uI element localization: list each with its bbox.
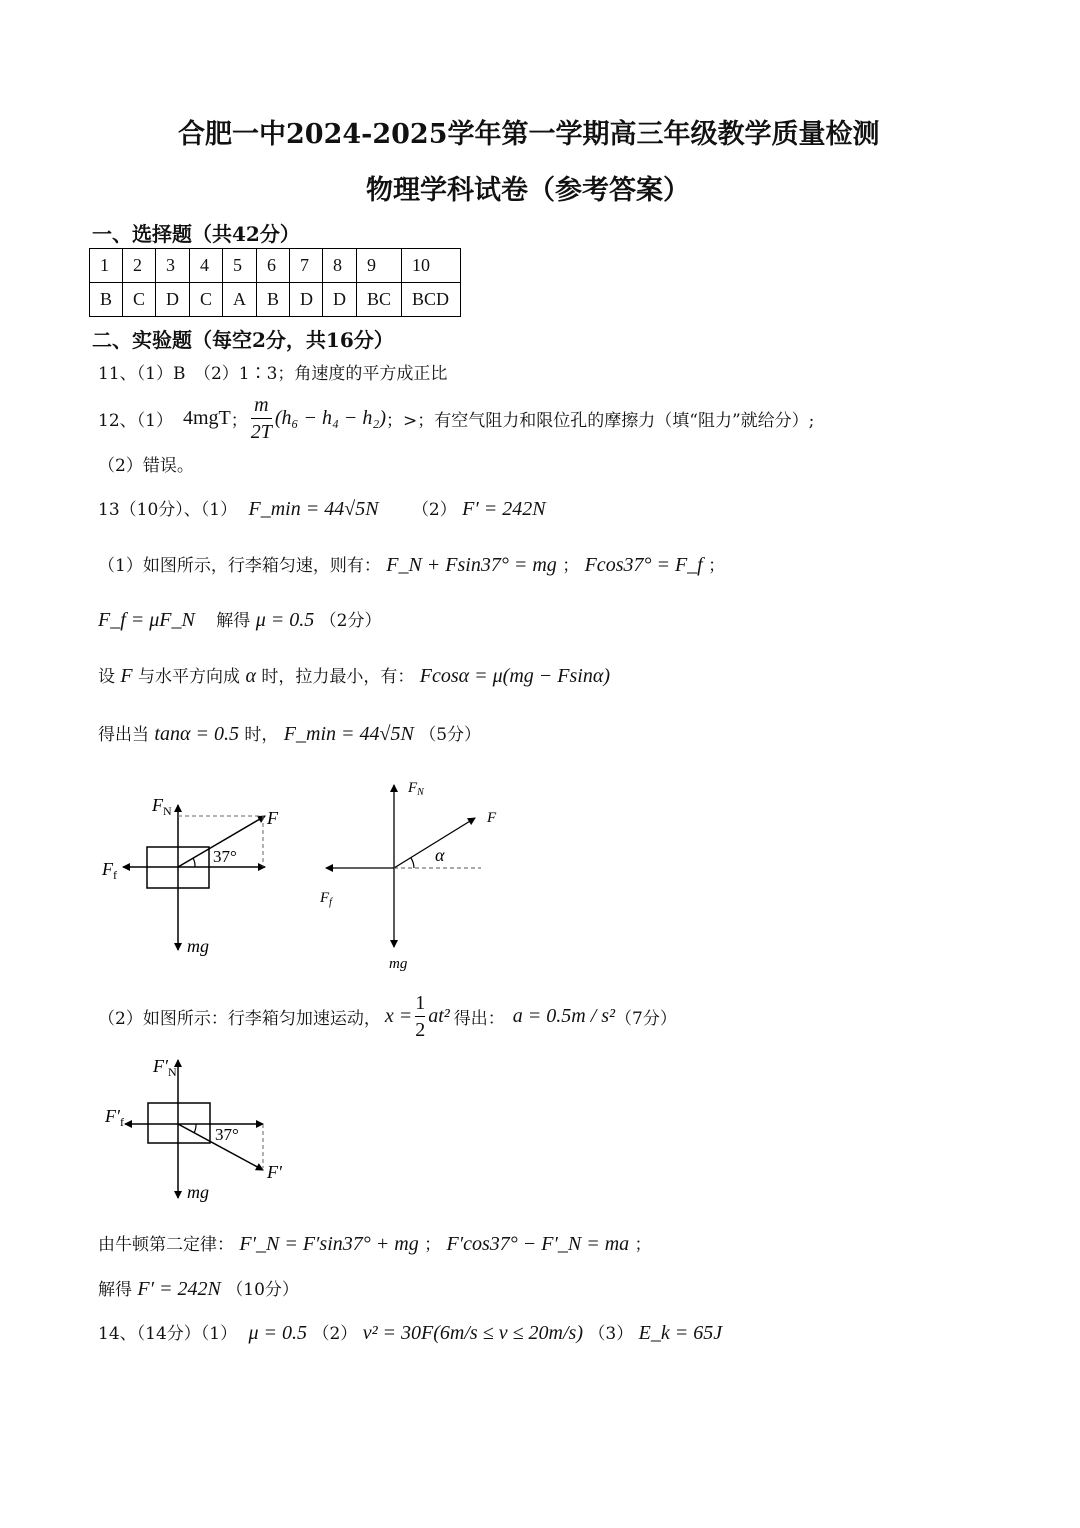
force-diagram-3: [95, 1052, 305, 1212]
q12-answer: [98, 393, 814, 443]
table-cell: BCD: [402, 283, 461, 317]
table-cell: D: [323, 283, 357, 317]
q13-step3-F: F: [120, 665, 133, 687]
label-angle: 37°: [213, 847, 237, 866]
q12-prefix: 12、（1）: [98, 410, 173, 431]
label-f: F: [267, 808, 278, 828]
angle-arc: [194, 1124, 196, 1133]
q12-semicolon: ；: [230, 410, 248, 431]
table-cell: B: [257, 283, 290, 317]
q13-step3-alpha: α: [245, 665, 256, 687]
table-cell: 6: [257, 249, 290, 283]
table-cell: 1: [90, 249, 123, 283]
q13-step3-prefix: 设: [98, 667, 115, 687]
q13-part2-at2: at²: [428, 1004, 450, 1027]
q14-answer2: v² = 30F(6m/s ≤ v ≤ 20m/s): [362, 1322, 583, 1344]
label-mg: mg: [389, 956, 408, 972]
q13-step1-sep: ；: [562, 556, 580, 576]
q13-part2-fraction: [415, 990, 425, 1043]
q13-final: [98, 1275, 299, 1301]
q13-step4-result: F_min = 44√5N: [283, 723, 414, 745]
q12-rest: ；>；有空气阻力和限位孔的摩擦力（填“阻力”就给分）;: [386, 410, 815, 431]
table-cell: BC: [357, 283, 402, 317]
q13-newton-eq1: F′_N = F′sin37° + mg: [239, 1233, 419, 1255]
angle-arc: [193, 858, 195, 867]
q12-fraction: [251, 392, 272, 445]
q13-step1-end: ；: [708, 556, 726, 576]
table-cell: D: [156, 283, 190, 317]
q13-step4-score: （5分）: [419, 725, 482, 745]
q13-step1-text: （1）如图所示，行李箱匀速，则有：: [98, 556, 381, 576]
label-fn: $F'_N$: [153, 1056, 177, 1079]
q14-label2: （2）: [312, 1324, 358, 1344]
q13-step1-eq1: F_N + Fsin37° = mg: [386, 554, 557, 576]
table-cell: 9: [357, 249, 402, 283]
label-f: F: [487, 810, 497, 826]
q12-part2: （2）错误。: [98, 456, 194, 476]
section2-heading: 二、实验题（每空2分，共16分）: [92, 328, 394, 352]
q13-part2-a: a = 0.5m / s²: [512, 1004, 616, 1027]
table-cell: C: [123, 283, 156, 317]
q13-step1: [98, 551, 725, 577]
q11-answer: 11、（1）B （2）1∶3；角速度的平方成正比: [98, 364, 448, 384]
table-cell: 10: [402, 249, 461, 283]
q13-step2-score: （2分）: [319, 611, 382, 631]
answer-table-number-row: [90, 249, 461, 283]
table-cell: 4: [190, 249, 223, 283]
q13-label: 13（10分）、（1）: [98, 500, 238, 520]
q13-newton: [98, 1230, 652, 1256]
q13-answer2: F′ = 242N: [462, 498, 546, 520]
q14-answer: [98, 1319, 722, 1345]
section1-heading: 一、选择题（共42分）: [92, 222, 300, 246]
q13-step2: [98, 606, 381, 632]
q13-step2-eq: F_f = μF_N: [98, 609, 195, 631]
label-fn: $F_N$: [152, 795, 172, 818]
force-diagram-1: [95, 780, 295, 960]
label-ff: $F_f$: [102, 859, 117, 882]
table-cell: 3: [156, 249, 190, 283]
q13-step2-text: 解得: [216, 611, 251, 631]
table-cell: 7: [290, 249, 323, 283]
page-subtitle: 物理学科试卷（参考答案）: [366, 175, 690, 206]
label-ff: $F_f$: [320, 890, 332, 908]
q13-final-score: （10分）: [226, 1280, 299, 1300]
label-fn: $F_N$: [408, 780, 424, 798]
q13-step3-mid: 与水平方向成: [138, 667, 241, 687]
q13-step1-eq2: Fcos37° = F_f: [584, 554, 703, 576]
q13-step4-text: 得出当: [98, 725, 149, 745]
q13-newton-text: 由牛顿第二定律：: [98, 1235, 234, 1255]
answer-table-answer-row: [90, 283, 461, 317]
label-angle: α: [435, 845, 445, 865]
table-cell: 5: [223, 249, 257, 283]
table-cell: C: [190, 283, 223, 317]
label-ff: $F'_f$: [105, 1106, 124, 1129]
table-cell: 8: [323, 249, 357, 283]
table-cell: 2: [123, 249, 156, 283]
q13-part2-fraction-num: 1: [415, 990, 425, 1017]
q13-answer1: F_min = 44√5N: [248, 498, 379, 520]
q13-step4: [98, 720, 481, 746]
q13-newton-end: ；: [634, 1235, 652, 1255]
q13-step4-text2: 时，: [244, 725, 279, 745]
table-cell: A: [223, 283, 257, 317]
q13-final-text: 解得: [98, 1280, 132, 1300]
q13-part2-score: （7分）: [615, 1008, 677, 1029]
table-cell: B: [90, 283, 123, 317]
q13-newton-eq2: F′cos37° − F′_N = ma: [446, 1233, 630, 1255]
q13-newton-sep: ；: [424, 1235, 442, 1255]
q13-step2-result: μ = 0.5: [255, 609, 315, 631]
page-title: 合肥一中2024-2025学年第一学期高三年级教学质量检测: [178, 119, 880, 150]
q14-answer1: μ = 0.5: [248, 1322, 308, 1344]
q13-step3-text: 时，拉力最小，有：: [261, 667, 415, 687]
label-mg: mg: [187, 1182, 209, 1202]
q13-final-eq: F′ = 242N: [137, 1278, 221, 1300]
label-mg: mg: [187, 936, 209, 956]
q13-part2-fraction-den: 2: [415, 1018, 426, 1041]
q13-header: [98, 495, 546, 521]
q12-formula-a: 4mgT: [182, 406, 231, 429]
q12-formula-b: (h₆ − h₄ − h₂): [274, 406, 387, 429]
q13-part2-x: x =: [384, 1004, 413, 1027]
q14-answer3: E_k = 65J: [638, 1322, 723, 1344]
q13-part2: [98, 990, 677, 1042]
q13-part2-mid: 得出：: [453, 1008, 505, 1029]
q13-part2-label: （2）: [411, 500, 457, 520]
q13-part2-text: （2）如图所示：行李箱匀加速运动，: [98, 1008, 381, 1029]
table-cell: D: [290, 283, 323, 317]
q13-step3: [98, 662, 610, 688]
q12-fraction-num: m: [251, 392, 272, 419]
q14-label3: （3）: [588, 1324, 634, 1344]
angle-arc: [411, 858, 414, 868]
q13-step4-cond: tanα = 0.5: [154, 723, 239, 745]
label-f: F′: [267, 1162, 282, 1182]
label-angle: 37°: [215, 1125, 239, 1144]
q14-prefix: 14、（14分）（1）: [98, 1324, 238, 1344]
q13-step3-eq: Fcosα = μ(mg − Fsinα): [419, 665, 610, 687]
answer-table: [89, 248, 461, 317]
q12-fraction-den: 2T: [250, 420, 272, 443]
force-diagram-2: [315, 775, 515, 975]
